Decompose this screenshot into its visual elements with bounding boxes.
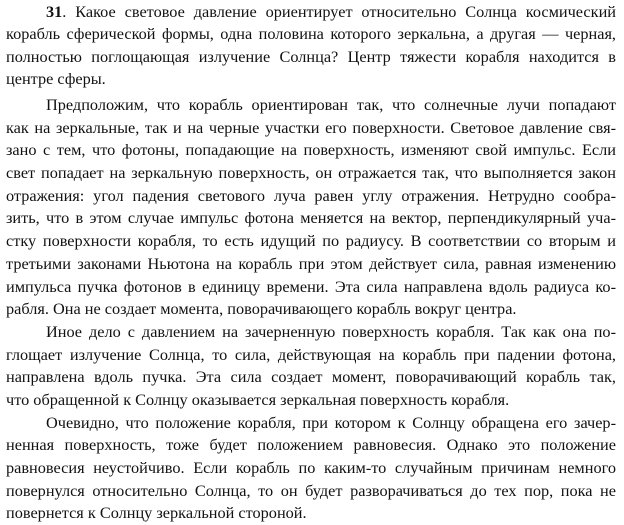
solution-line: импульса пучка фотонов в единицу времени. Эта сила направлена вдоль радиуса ко- [6,276,616,296]
solution-line: свет попадает на зеркальную поверхность, он отражается так, что выполняется закон [6,163,616,183]
solution-line: Очевидно, что положение корабля, при котором к Солнцу обращена его зачер- [46,412,616,432]
solution-line: что обращенной к Солнцу оказывается зеркальная поверхность корабля. [6,389,510,409]
solution-line: ненная поверхность, тоже будет положением равновесия. Однако это положение [6,435,616,455]
solution-line: Предположим, что корабль ориентирован так, что солнечные лучи попадают [46,95,616,114]
solution-paragraph [6,412,616,525]
solution-line: Иное дело с давлением на зачерненную поверхность корабля. Так как она по- [46,321,616,341]
solution-line: отражения: угол падения светового луча равен углу отражения. Нетрудно сообра- [6,185,616,205]
solution-text [6,94,616,525]
solution-line: как на зеркальные, так и на черные участки его поверхности. Световое давление свя- [6,117,616,137]
problem-line: корабль сферической формы, одна половина которого зеркальна, а другая — черная, [6,24,616,44]
problem-statement [6,1,616,91]
solution-line: равновесия неустойчиво. Если корабль по каким-то случайным причинам немного [6,458,616,477]
solution-line: глощает излучение Солнца, то сила, действующая на корабль при падении фотона, [6,344,616,364]
solution-line: повернется к Солнцу зеркальной стороной. [6,503,307,523]
problem-line: центре сферы. [6,69,106,89]
problem-line [6,1,616,23]
solution-line: повернулся относительно Солнца, то он будет разворачиваться до тех пор, пока не [6,480,616,500]
problem-text: . Какое световое давление ориентирует относительно Солнца космический [62,2,616,21]
solution-line: третьими законами Ньютона на корабль при этом действует сила, равная изменению [6,253,616,273]
solution-line: рабля. Она не создает момента, поворачивающего корабль вокруг центра. [6,299,517,319]
solution-paragraph [6,94,616,321]
problem-line: полностью поглощающая излучение Солнца? Центр тяжести корабля находится в [6,46,616,66]
solution-line: зить, что в этом случае импульс фотона меняется на вектор, перпендикулярный уча- [6,208,616,228]
problem-number: 31 [46,2,63,21]
solution-line: направлена вдоль пучка. Эта сила создает момент, поворачивающий корабль так, [6,367,616,387]
solution-line: стку поверхности корабля, то есть идущий по радиусу. В соответствии со вторым и [6,231,616,251]
solution-line: зано с тем, что фотоны, попадающие на поверхность, изменяют свой импульс. Если [6,140,616,160]
solution-paragraph [6,321,616,412]
